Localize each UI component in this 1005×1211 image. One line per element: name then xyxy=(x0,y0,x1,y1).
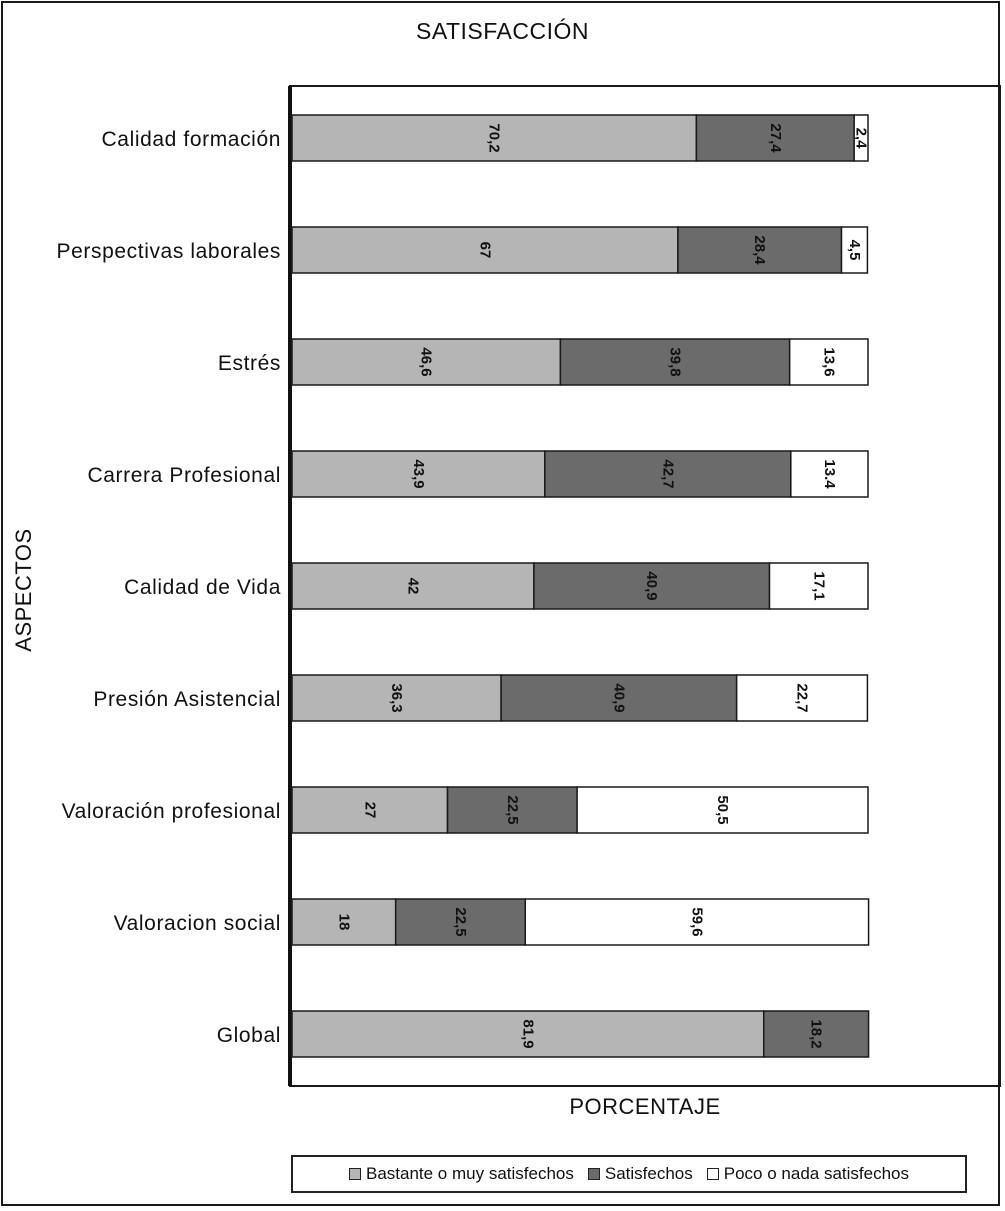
data-label-perspectivas-laborales-series-2: 4,5 xyxy=(845,239,863,261)
legend-item-bastante xyxy=(349,1164,574,1184)
data-label-valoracion-profesional-series-0: 27 xyxy=(361,801,379,819)
data-label-presion-asistencial-series-1: 40,9 xyxy=(610,683,628,713)
category-label-perspectivas-laborales: Perspectivas laborales xyxy=(56,240,281,263)
bars-group xyxy=(292,115,870,1057)
x-axis-title: PORCENTAJE xyxy=(569,1094,721,1119)
category-label-presion-asistencial: Presión Asistencial xyxy=(93,688,281,711)
legend-swatch-satisfechos xyxy=(588,1168,600,1180)
category-label-calidad-formacion: Calidad formación xyxy=(101,128,281,151)
data-label-calidad-de-vida-series-1: 40,9 xyxy=(643,571,661,601)
legend-label-poco: Poco o nada satisfechos xyxy=(723,1164,909,1183)
legend-item-poco xyxy=(707,1164,909,1184)
data-label-carrera-profesional-series-1: 42,7 xyxy=(659,459,677,489)
category-label-valoracion-social: Valoracion social xyxy=(113,912,281,935)
data-label-carrera-profesional-series-0: 43,9 xyxy=(409,459,427,489)
data-label-calidad-formacion-series-2: 2,4 xyxy=(852,127,870,149)
data-label-estres-series-1: 39,8 xyxy=(666,347,684,377)
category-label-valoracion-profesional: Valoración profesional xyxy=(61,800,281,823)
data-label-calidad-de-vida-series-2: 17,1 xyxy=(810,571,828,601)
data-label-calidad-formacion-series-1: 27,4 xyxy=(766,123,784,153)
data-label-global-series-1: 18,2 xyxy=(807,1019,825,1049)
data-label-valoracion-social-series-2: 59,6 xyxy=(688,907,706,937)
legend-label-bastante: Bastante o muy satisfechos xyxy=(365,1164,574,1183)
legend-swatch-poco xyxy=(707,1168,719,1180)
data-label-carrera-profesional-series-2: 13.4 xyxy=(820,459,838,489)
data-label-calidad-de-vida-series-0: 42 xyxy=(404,577,422,595)
legend-item-satisfechos xyxy=(588,1164,693,1184)
data-label-presion-asistencial-series-0: 36,3 xyxy=(388,683,406,713)
y-axis-title: ASPECTOS xyxy=(11,528,36,652)
data-label-perspectivas-laborales-series-0: 67 xyxy=(476,241,494,259)
data-label-perspectivas-laborales-series-1: 28,4 xyxy=(751,235,769,265)
data-label-estres-series-0: 46,6 xyxy=(417,347,435,377)
data-label-valoracion-profesional-series-1: 22,5 xyxy=(503,795,521,825)
data-label-presion-asistencial-series-2: 22,7 xyxy=(793,683,811,713)
category-label-estres: Estrés xyxy=(217,352,281,375)
data-label-valoracion-profesional-series-2: 50,5 xyxy=(714,795,732,825)
category-label-global: Global xyxy=(216,1024,281,1047)
chart-title: SATISFACCIÓN xyxy=(416,18,589,44)
data-label-valoracion-social-series-1: 22,5 xyxy=(451,907,469,937)
data-label-estres-series-2: 13,6 xyxy=(820,347,838,377)
data-label-valoracion-social-series-0: 18 xyxy=(335,913,353,931)
legend-swatch-bastante xyxy=(349,1168,361,1180)
legend xyxy=(291,1155,967,1193)
category-label-calidad-de-vida: Calidad de Vida xyxy=(124,576,281,599)
data-label-calidad-formacion-series-0: 70,2 xyxy=(485,123,503,153)
data-label-global-series-0: 81,9 xyxy=(519,1019,537,1049)
legend-label-satisfechos: Satisfechos xyxy=(604,1164,693,1183)
category-label-carrera-profesional: Carrera Profesional xyxy=(87,464,281,487)
